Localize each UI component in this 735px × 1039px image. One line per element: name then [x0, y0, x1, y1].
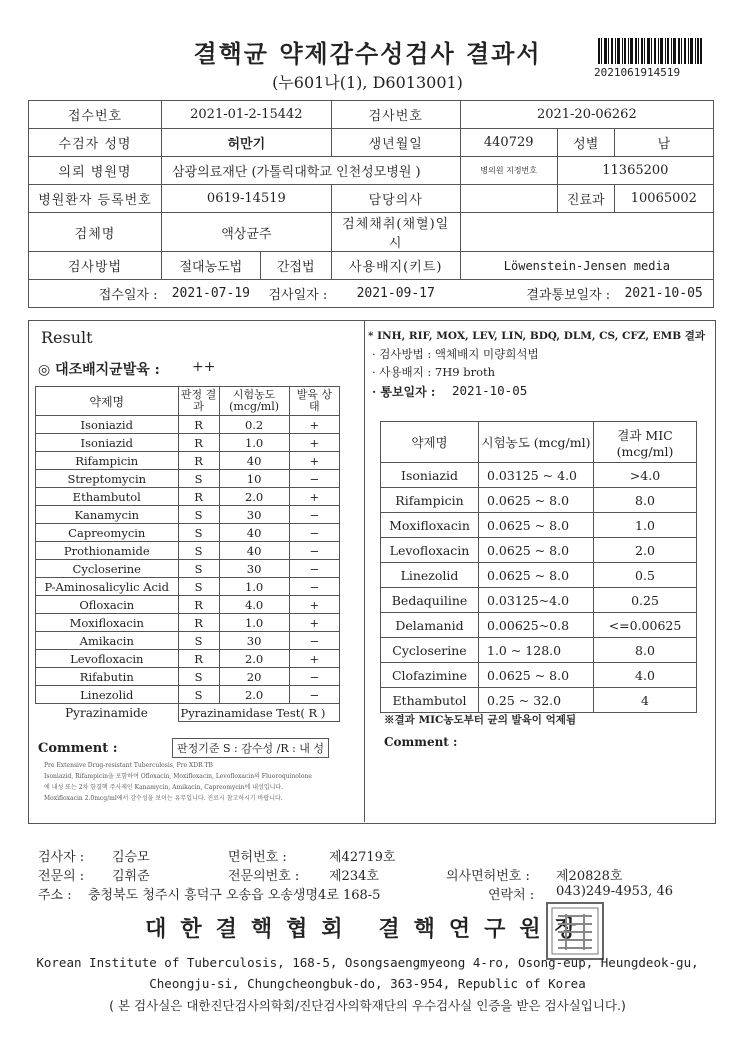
result-heading: Result	[41, 328, 93, 347]
dst-result: S	[178, 524, 219, 542]
dst-growth: −	[289, 542, 339, 560]
notice-date: 2021-10-05	[614, 280, 713, 308]
dst-result: S	[178, 506, 219, 524]
dst-row	[36, 668, 340, 686]
mic-range: 0.0625 ~ 8.0	[479, 488, 594, 513]
dst-concentration: 40	[219, 524, 289, 542]
dst-drug: Rifampicin	[36, 452, 179, 470]
mic-result: 8.0	[594, 638, 697, 663]
mic-range: 0.0625 ~ 8.0	[479, 563, 594, 588]
lt-header-growth: 발육 상태	[289, 387, 339, 416]
dst-drug: Levofloxacin	[36, 650, 179, 668]
address-value: 충청북도 청주시 흥덕구 오송읍 오송생명4로 168-5	[88, 888, 381, 903]
dst-concentration: 2.0	[219, 650, 289, 668]
mic-drug: Bedaquiline	[381, 588, 479, 613]
barcode-image	[598, 38, 702, 64]
dst-concentration: 20	[219, 668, 289, 686]
dst-result: S	[178, 560, 219, 578]
dst-row	[36, 488, 340, 506]
receipt-no: 2021-01-2-15442	[162, 101, 332, 129]
dst-drug: Ofloxacin	[36, 596, 179, 614]
exam-no-label: 검사번호	[331, 101, 460, 129]
right-footnote: ※결과 MIC농도부터 균의 발육이 억제됨	[384, 714, 577, 726]
mic-table	[380, 421, 697, 713]
criteria-box: 판정기준 S : 감수성 /R : 내 성	[172, 738, 329, 758]
dst-concentration: 1.0	[219, 614, 289, 632]
pza-drug: Pyrazinamide	[65, 705, 148, 720]
dst-result: R	[178, 488, 219, 506]
tester-label: 검사자 :	[38, 850, 85, 865]
rt-header-conc: 시험농도 (mcg/ml)	[479, 422, 594, 463]
institute-name: 대한결핵협회 결핵연구원장	[145, 916, 590, 942]
reg-no-value: 0619-14519	[162, 185, 332, 213]
document-code: (누601나(1), D6013001)	[272, 73, 463, 92]
mic-range: 0.25 ~ 32.0	[479, 688, 594, 713]
method2-value: 간접법	[260, 252, 331, 280]
pza-test: Pyrazinamidase Test( R )	[178, 704, 339, 722]
patient-info-table	[28, 100, 714, 308]
dst-row	[36, 470, 340, 488]
right-medium: · 사용배지 : 7H9 broth	[372, 365, 496, 379]
mic-result: <=0.00625	[594, 613, 697, 638]
receipt-no-label: 접수번호	[29, 101, 162, 129]
dst-drug: Streptomycin	[36, 470, 179, 488]
mic-row	[381, 613, 697, 638]
solid-dst-rows	[36, 416, 340, 704]
dst-growth: +	[289, 650, 339, 668]
kit-label: 사용배지(키트)	[331, 252, 460, 280]
mic-range: 1.0 ~ 128.0	[479, 638, 594, 663]
patient-name-label: 수검자 성명	[29, 129, 162, 157]
mic-drug: Levofloxacin	[381, 538, 479, 563]
notice-date-label: 결과통보일자 :	[460, 280, 614, 308]
dst-result: R	[178, 596, 219, 614]
dst-result: R	[178, 614, 219, 632]
mic-result: 4	[594, 688, 697, 713]
reg-no-label: 병원환자 등록번호	[29, 185, 162, 213]
tester-name: 김승모	[112, 850, 150, 865]
hospital-value: 삼광의료재단 (가톨릭대학교 인천성모병원 )	[162, 157, 461, 185]
dst-concentration: 1.0	[219, 578, 289, 596]
mic-drug: Clofazimine	[381, 663, 479, 688]
dept-value: 10065002	[614, 185, 713, 213]
test-date-label: 검사일자 :	[260, 280, 331, 308]
dst-growth: −	[289, 506, 339, 524]
expert-label: 전문의 :	[38, 869, 85, 884]
contact-value: 043)249-4953, 46	[556, 884, 673, 899]
mic-result: 0.25	[594, 588, 697, 613]
dst-result: R	[178, 416, 219, 434]
dst-concentration: 40	[219, 452, 289, 470]
doctor-value	[460, 185, 557, 213]
dst-growth: +	[289, 596, 339, 614]
right-method: · 검사방법 : 액체배지 미량희석법	[372, 347, 539, 361]
certification-note: ( 본 검사실은 대한진단검사의학회/진단검사의학재단의 우수검사실 인증을 받은 검사실입니다.)	[109, 998, 626, 1013]
dst-growth: −	[289, 578, 339, 596]
dst-growth: −	[289, 686, 339, 704]
mic-range: 0.03125~4.0	[479, 588, 594, 613]
mic-drug: Cycloserine	[381, 638, 479, 663]
method-value: 절대농도법	[162, 252, 261, 280]
comment-line: Pre Extensive Drug-resistant Tuberculosis, Pre XDR TB	[44, 762, 213, 769]
dst-growth: +	[289, 488, 339, 506]
mic-result: 0.5	[594, 563, 697, 588]
right-notice-date: 2021-10-05	[452, 383, 528, 398]
doctor-label: 담당의사	[331, 185, 460, 213]
dst-concentration: 30	[219, 560, 289, 578]
dst-growth: −	[289, 632, 339, 650]
recv-date-label: 접수일자 :	[29, 280, 162, 308]
collect-label: 검체채취(채혈)일시	[331, 213, 460, 252]
mic-range: 0.0625 ~ 8.0	[479, 663, 594, 688]
dst-drug: Isoniazid	[36, 434, 179, 452]
lt-header-result: 판정 결과	[178, 387, 219, 416]
mic-row	[381, 563, 697, 588]
dst-drug: Prothionamide	[36, 542, 179, 560]
barcode-number: 2021061914519	[594, 66, 681, 79]
comment-line: 에 내성 또는 2차 항결핵 주사제인 Kanamycin, Amikacin, Capreomycin에 내성입니다.	[44, 784, 284, 791]
mic-result: 8.0	[594, 488, 697, 513]
rt-header-drug: 약제명	[381, 422, 479, 463]
mic-range: 0.03125 ~ 4.0	[479, 463, 594, 488]
dst-concentration: 0.2	[219, 416, 289, 434]
lt-header-drug: 약제명	[36, 387, 179, 416]
kit-value: Löwenstein-Jensen media	[460, 252, 713, 280]
dst-concentration: 2.0	[219, 686, 289, 704]
mic-row	[381, 588, 697, 613]
right-note: * INH, RIF, MOX, LEV, LIN, BDQ, DLM, CS, CFZ, EMB 결과	[368, 330, 706, 342]
dst-concentration: 40	[219, 542, 289, 560]
dst-concentration: 1.0	[219, 434, 289, 452]
mic-range: 0.0625 ~ 8.0	[479, 538, 594, 563]
official-seal-stamp	[546, 902, 604, 960]
doc-license-value: 제20828호	[556, 869, 623, 884]
document-title: 결핵균 약제감수성검사 결과서	[193, 39, 542, 68]
address-english-line2: Cheongju-si, Chungcheongbuk-do, 363-954, Republic of Korea	[149, 976, 586, 991]
dst-row	[36, 506, 340, 524]
dst-result: S	[178, 686, 219, 704]
dst-row	[36, 614, 340, 632]
address-english-line1: Korean Institute of Tuberculosis, 168-5, Osongsaengmyeong 4-ro, Osong-eup, Heungdeok-gu,	[36, 955, 699, 970]
dst-drug: Amikacin	[36, 632, 179, 650]
dst-concentration: 2.0	[219, 488, 289, 506]
dst-drug: P-Aminosalicylic Acid	[36, 578, 179, 596]
dst-growth: −	[289, 560, 339, 578]
comment-line: Moxifloxacin 2.0mcg/ml에서 감수성을 보이는 유무입니다. 진료시 참고하시기 바랍니다.	[44, 795, 283, 802]
dst-growth: +	[289, 452, 339, 470]
dst-concentration: 10	[219, 470, 289, 488]
sex-label: 성별	[557, 129, 614, 157]
mic-result: >4.0	[594, 463, 697, 488]
test-date: 2021-09-17	[331, 280, 460, 308]
specimen-value: 액상균주	[162, 213, 332, 252]
dst-row	[36, 524, 340, 542]
dst-row	[36, 650, 340, 668]
dst-row	[36, 434, 340, 452]
contact-label: 연락처 :	[488, 888, 535, 903]
solid-dst-table	[35, 386, 340, 722]
dst-row	[36, 686, 340, 704]
dst-row	[36, 542, 340, 560]
expert-no-label: 전문의번호 :	[228, 869, 300, 884]
mic-row	[381, 463, 697, 488]
dept-label: 진료과	[557, 185, 614, 213]
mic-drug: Ethambutol	[381, 688, 479, 713]
mic-row	[381, 513, 697, 538]
birth-value: 440729	[460, 129, 557, 157]
mic-drug: Rifampicin	[381, 488, 479, 513]
rt-header-mic: 결과 MIC (mcg/ml)	[594, 422, 697, 463]
license-label: 면허번호 :	[228, 850, 287, 865]
dst-result: S	[178, 470, 219, 488]
exam-no: 2021-20-06262	[460, 101, 713, 129]
hospital-label: 의뢰 병원명	[29, 157, 162, 185]
mic-result: 4.0	[594, 663, 697, 688]
dst-growth: +	[289, 434, 339, 452]
dst-row	[36, 596, 340, 614]
designated-label: 병의원 지정번호	[460, 157, 557, 185]
dst-drug: Kanamycin	[36, 506, 179, 524]
left-comment-text	[44, 760, 360, 804]
mic-result: 2.0	[594, 538, 697, 563]
mic-drug: Delamanid	[381, 613, 479, 638]
doc-license-label: 의사면허번호 :	[446, 869, 530, 884]
control-value: ++	[192, 359, 216, 375]
dst-row	[36, 416, 340, 434]
dst-row	[36, 452, 340, 470]
dst-concentration: 30	[219, 506, 289, 524]
collect-value	[460, 213, 713, 252]
dst-drug: Capreomycin	[36, 524, 179, 542]
dst-growth: −	[289, 668, 339, 686]
dst-result: R	[178, 434, 219, 452]
dst-row	[36, 578, 340, 596]
dst-drug: Linezolid	[36, 686, 179, 704]
control-label: ◎ 대조배지균발육 :	[38, 362, 160, 378]
dst-row	[36, 632, 340, 650]
dst-result: S	[178, 542, 219, 560]
dst-row	[36, 560, 340, 578]
left-comment-label: Comment :	[38, 741, 118, 756]
dst-growth: −	[289, 524, 339, 542]
seal-icon	[548, 904, 602, 958]
mic-rows	[381, 463, 697, 713]
dst-concentration: 4.0	[219, 596, 289, 614]
mic-drug: Moxifloxacin	[381, 513, 479, 538]
dst-growth: −	[289, 470, 339, 488]
dst-drug: Isoniazid	[36, 416, 179, 434]
expert-name: 김휘준	[112, 869, 150, 884]
mic-drug: Linezolid	[381, 563, 479, 588]
method-label: 검사방법	[29, 252, 162, 280]
dst-drug: Moxifloxacin	[36, 614, 179, 632]
address-label: 주소 :	[38, 888, 72, 903]
mic-row	[381, 538, 697, 563]
mic-result: 1.0	[594, 513, 697, 538]
sex-value: 남	[614, 129, 713, 157]
right-comment-label: Comment :	[384, 735, 458, 749]
patient-name: 허만기	[162, 129, 332, 157]
specimen-label: 검체명	[29, 213, 162, 252]
dst-drug: Ethambutol	[36, 488, 179, 506]
dst-result: R	[178, 650, 219, 668]
dst-drug: Cycloserine	[36, 560, 179, 578]
birth-label: 생년월일	[331, 129, 460, 157]
dst-drug: Rifabutin	[36, 668, 179, 686]
mic-range: 0.00625~0.8	[479, 613, 594, 638]
dst-growth: +	[289, 614, 339, 632]
result-divider	[364, 320, 365, 822]
right-notice-label: · 통보일자 :	[372, 385, 436, 399]
mic-row	[381, 688, 697, 713]
dst-result: S	[178, 668, 219, 686]
dst-concentration: 30	[219, 632, 289, 650]
dst-result: R	[178, 452, 219, 470]
comment-line: Isoniazid, Rifampicin을 포함하여 Ofloxacin, Moxifloxacin, Levofloxacin의 Fluoroquinolone	[44, 773, 312, 780]
mic-row	[381, 488, 697, 513]
dst-growth: +	[289, 416, 339, 434]
designated-value: 11365200	[557, 157, 713, 185]
mic-drug: Isoniazid	[381, 463, 479, 488]
expert-no-value: 제234호	[329, 869, 379, 884]
dst-result: S	[178, 578, 219, 596]
mic-row	[381, 638, 697, 663]
dst-result: S	[178, 632, 219, 650]
license-value: 제42719호	[329, 850, 396, 865]
lt-header-conc: 시험농도 (mcg/ml)	[219, 387, 289, 416]
mic-range: 0.0625 ~ 8.0	[479, 513, 594, 538]
recv-date: 2021-07-19	[162, 280, 261, 308]
mic-row	[381, 663, 697, 688]
